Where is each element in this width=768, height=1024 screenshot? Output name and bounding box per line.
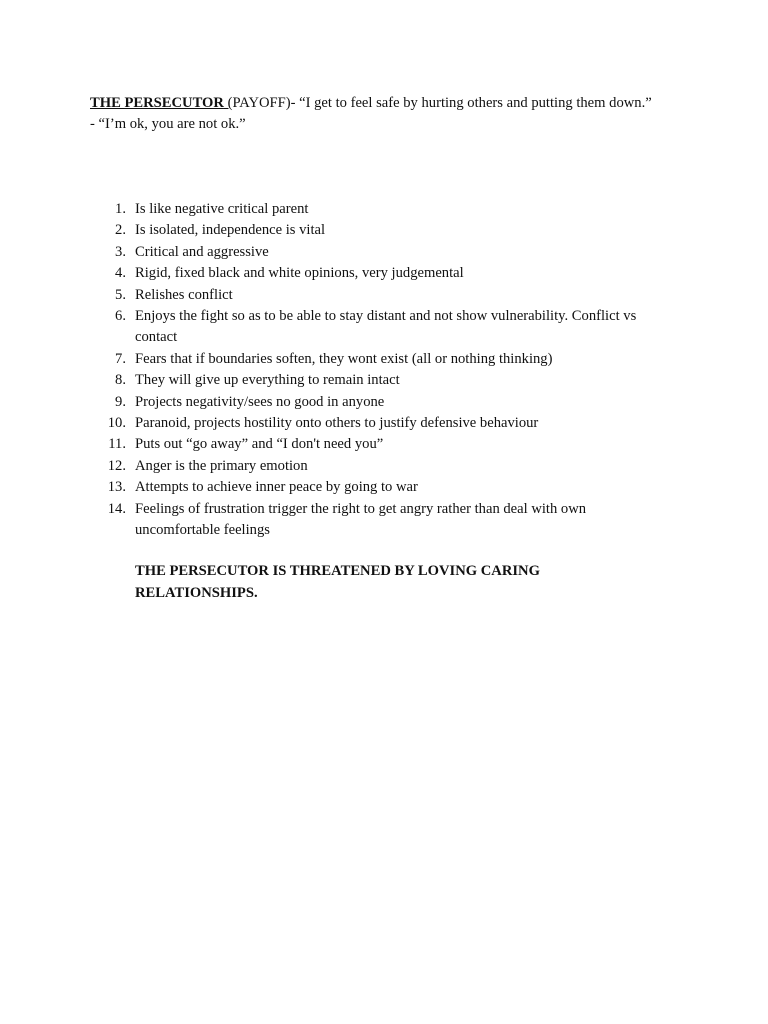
list-item-number: 7.: [115, 350, 126, 367]
persecutor-title: THE PERSECUTOR: [90, 95, 224, 111]
list-item-number: 2.: [115, 222, 126, 239]
list-item-text: Puts out “go away” and “I don't need you”: [135, 436, 384, 453]
list-item: [90, 434, 670, 455]
list-item-text: Enjoys the fight so as to be able to stay distant and not show vulnerability. Conflict vs contact: [135, 308, 637, 346]
list-item-text: Is like negative critical parent: [135, 201, 309, 217]
list-item: [90, 220, 670, 241]
list-item-number: 6.: [115, 308, 126, 325]
document-heading: [90, 93, 690, 135]
list-item-text: Rigid, fixed black and white opinions, very judgemental: [135, 265, 464, 282]
list-item-number: 10.: [107, 415, 126, 432]
traits-list: [90, 199, 670, 542]
list-item: [90, 349, 670, 370]
list-item-number: 12.: [107, 457, 126, 474]
list-item-text: Attempts to achieve inner peace by going to war: [135, 479, 418, 496]
list-item-text: Projects negativity/sees no good in anyone: [135, 393, 385, 410]
list-item-number: 14.: [107, 500, 126, 517]
list-item-number: 13.: [107, 479, 126, 496]
list-item-text: Relishes conflict: [135, 286, 233, 303]
closing-statement: THE PERSECUTOR IS THREATENED BY LOVING CARING RELATIONSHIPS.: [135, 563, 540, 601]
list-item: [90, 413, 670, 434]
list-item: [90, 392, 670, 413]
list-item-number: 9.: [115, 393, 126, 410]
ok-not-ok-statement: - “I’m ok, you are not ok.”: [90, 116, 246, 132]
list-item: [90, 263, 670, 284]
list-item: [90, 242, 670, 263]
list-item-number: 3.: [115, 243, 126, 260]
list-item-text: They will give up everything to remain intact: [135, 372, 400, 389]
list-item-number: 11.: [108, 436, 126, 453]
list-item-text: Anger is the primary emotion: [135, 457, 308, 474]
list-item-text: Critical and aggressive: [135, 243, 269, 260]
list-item: [90, 285, 670, 306]
list-item-number: 5.: [115, 286, 126, 303]
payoff-open-paren: (: [223, 95, 233, 111]
list-item-number: 8.: [115, 372, 126, 389]
list-item: [90, 370, 670, 391]
list-item: [90, 306, 670, 349]
list-item: [90, 499, 670, 542]
list-item-text: Paranoid, projects hostility onto others to justify defensive behaviour: [135, 415, 539, 432]
list-item-text: Feelings of frustration trigger the right to get angry rather than deal with own uncomfortable feelings: [135, 500, 587, 539]
list-item-text: Fears that if boundaries soften, they wont exist (all or nothing thinking): [135, 350, 553, 367]
list-item-text: Is isolated, independence is vital: [135, 222, 326, 239]
list-item: [90, 199, 670, 220]
list-item-number: 1.: [115, 201, 126, 217]
payoff-statement: PAYOFF)- “I get to feel safe by hurting others and putting them down.”: [232, 95, 652, 111]
list-item: [90, 477, 670, 498]
list-item: [90, 456, 670, 477]
list-item-number: 4.: [115, 265, 126, 282]
